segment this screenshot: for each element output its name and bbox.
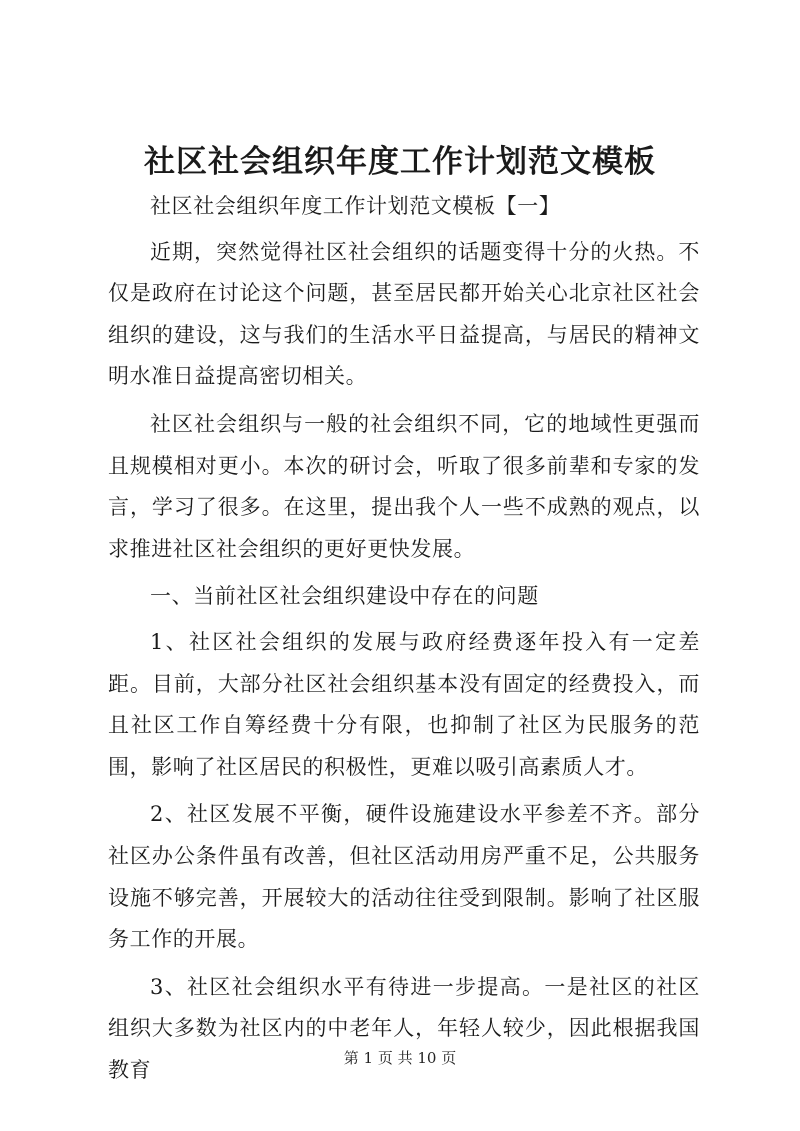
- section-heading: 一、当前社区社会组织建设中存在的问题: [150, 584, 539, 609]
- page-footer: 第 1 页 共 10 页: [343, 1049, 457, 1067]
- document-title: 社区社会组织年度工作计划范文模板: [144, 144, 656, 180]
- body-paragraph: 3、社区社会组织水平有待进一步提高。一是社区的社区组织大多数为社区内的中老年人，年轻人较少，因此根据我国教育: [108, 974, 700, 1082]
- body-paragraph: 社区社会组织与一般的社会组织不同，它的地域性更强而且规模相对更小。本次的研讨会，听取了很多前辈和专家的发言，学习了很多。在这里，提出我个人一些不成熟的观点，以求推进社区社会组织的更好更快发展。: [108, 411, 700, 561]
- body-paragraph: 近期，突然觉得社区社会组织的话题变得十分的火热。不仅是政府在讨论这个问题，甚至居民都开始关心北京社区社会组织的建设，这与我们的生活水平日益提高，与居民的精神文明水准日益提高密切相关。: [108, 239, 700, 389]
- subtitle-paragraph: 社区社会组织年度工作计划范文模板【一】: [150, 194, 561, 218]
- body-paragraph: 1、社区社会组织的发展与政府经费逐年投入有一定差距。目前，大部分社区社会组织基本没有固定的经费投入，而且社区工作自筹经费十分有限，也抑制了社区为民服务的范围，影响了社区居民的积极性，更难以吸引高素质人才。: [108, 629, 700, 779]
- body-paragraph: 2、社区发展不平衡，硬件设施建设水平参差不齐。部分社区办公条件虽有改善，但社区活动用房严重不足，公共服务设施不够完善，开展较大的活动往往受到限制。影响了社区服务工作的开展。: [108, 802, 700, 952]
- document-body: [108, 186, 700, 1097]
